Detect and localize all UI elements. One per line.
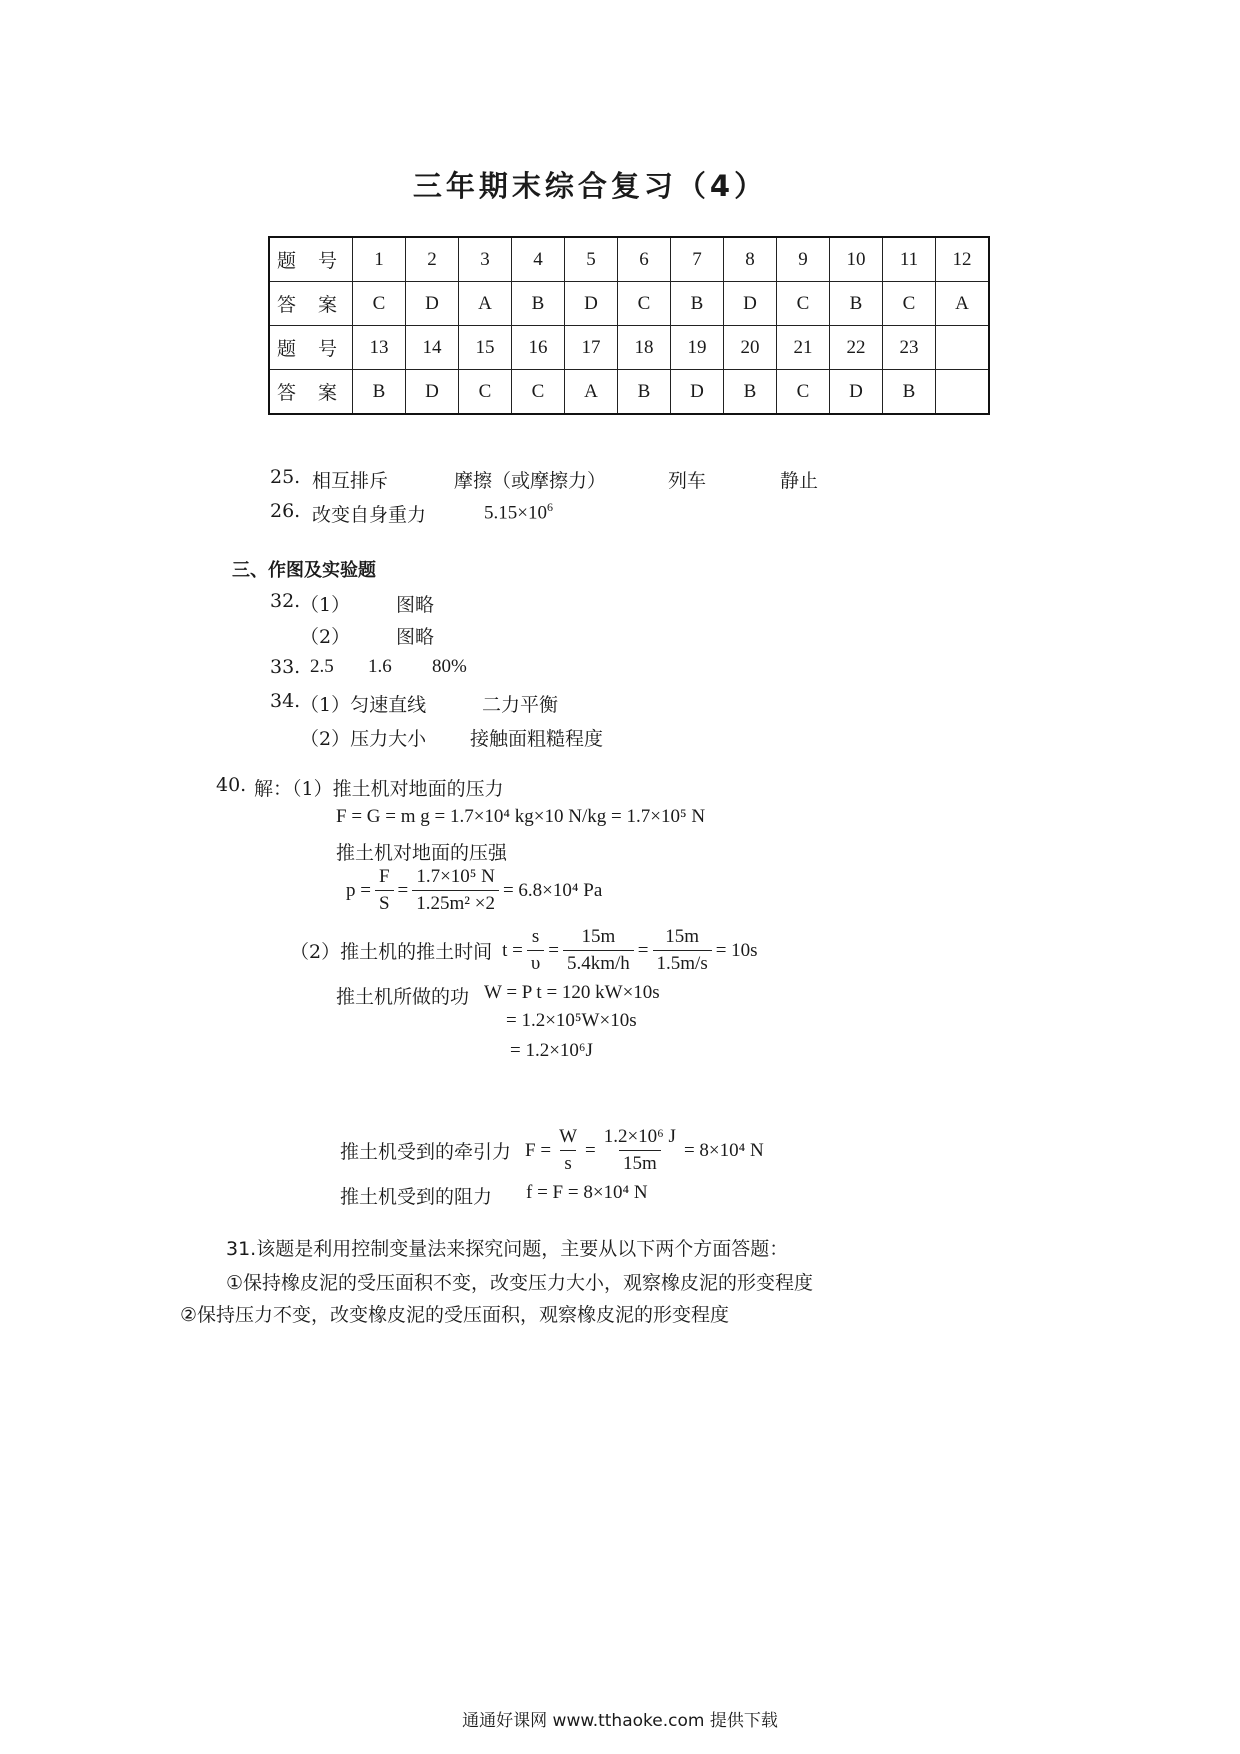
fraction (563, 926, 634, 975)
fraction (527, 926, 544, 975)
fraction (600, 1126, 680, 1175)
row-label: 题 号 (269, 326, 353, 370)
f-lhs: F = (525, 1139, 552, 1161)
p-result: = 6.8×10⁴ Pa (502, 879, 603, 901)
cell: 9 (777, 237, 830, 282)
q40-work-line-3: = 1.2×10⁶J (510, 1040, 593, 1061)
q31-line-1: 31.该题是利用控制变量法来探究问题，主要从以下两个方面答题： (226, 1238, 789, 1260)
q32-part1: （1） (300, 594, 351, 616)
cell: 23 (883, 326, 936, 370)
q34-part1-b: 二力平衡 (482, 694, 559, 716)
t-text: （2）推土机的推土时间 (290, 941, 493, 963)
f-text: 推土机受到的牵引力 (340, 1141, 512, 1163)
p-lhs: p = (346, 879, 371, 901)
denominator: s (560, 1150, 575, 1175)
cell: C (777, 282, 830, 326)
cell: 16 (512, 326, 565, 370)
q40-work-line-1: W = P t = 120 kW×10s (484, 982, 660, 1003)
q26-base: 5.15×10 (484, 502, 547, 524)
cell: 18 (618, 326, 671, 370)
row-label: 答 案 (269, 370, 353, 415)
cell: 7 (671, 237, 724, 282)
table-row (269, 326, 989, 370)
q40-number: 40. (216, 774, 247, 796)
cell: 5 (565, 237, 618, 282)
cell: 11 (883, 237, 936, 282)
cell: 4 (512, 237, 565, 282)
fraction (375, 866, 394, 915)
cell: C (353, 282, 406, 326)
q33-answer-3: 80% (432, 656, 467, 677)
cell: C (777, 370, 830, 415)
cell: D (724, 282, 777, 326)
row-label: 题 号 (269, 237, 353, 282)
cell (936, 370, 990, 415)
q31-line-2: ①保持橡皮泥的受压面积不变，改变压力大小，观察橡皮泥的形变程度 (226, 1272, 814, 1294)
numerator: 15m (665, 926, 699, 947)
q25-number: 25. (270, 466, 301, 488)
q26-answer-1: 改变自身重力 (312, 504, 427, 526)
q40-work-text: 推土机所做的功 (336, 986, 470, 1008)
cropped-line-fragment (270, 432, 420, 440)
q40-traction-formula (340, 1126, 764, 1175)
cell: A (459, 282, 512, 326)
numerator: 1.7×10⁵ N (416, 866, 495, 887)
cell: B (618, 370, 671, 415)
cell: D (406, 282, 459, 326)
cell (936, 326, 990, 370)
q34-number: 34. (270, 690, 301, 712)
f-result: = 8×10⁴ N (683, 1139, 764, 1161)
t-lhs: t = (502, 939, 523, 961)
q25-answer-2: 摩擦（或摩擦力） (454, 470, 607, 492)
row-label: 答 案 (269, 282, 353, 326)
q32-part1-answer: 图略 (396, 594, 435, 616)
q34-part2-b: 接触面粗糙程度 (470, 728, 604, 750)
numerator: W (559, 1126, 577, 1147)
equals: = (585, 1139, 596, 1161)
q34-part1: （1）匀速直线 (300, 694, 427, 716)
q33-number: 33. (270, 656, 301, 678)
cell: 3 (459, 237, 512, 282)
q33-answer-1: 2.5 (310, 656, 334, 677)
cell: D (830, 370, 883, 415)
q31-line-3: ②保持压力不变，改变橡皮泥的受压面积，观察橡皮泥的形变程度 (180, 1304, 730, 1326)
q40-resistance-formula: f = F = 8×10⁴ N (526, 1182, 648, 1203)
cell: B (512, 282, 565, 326)
cell: C (459, 370, 512, 415)
cell: D (406, 370, 459, 415)
q40-line-3: 推土机对地面的压强 (336, 842, 508, 864)
cell: D (565, 282, 618, 326)
cell: 21 (777, 326, 830, 370)
fraction (653, 926, 712, 975)
cell: 15 (459, 326, 512, 370)
cell: C (883, 282, 936, 326)
denominator: S (375, 890, 394, 915)
equals: = (397, 879, 409, 901)
q34-part2: （2）压力大小 (300, 728, 427, 750)
section-heading: 三、作图及实验题 (232, 560, 376, 581)
equals: = (548, 939, 559, 961)
cell: B (830, 282, 883, 326)
cell: 6 (618, 237, 671, 282)
table-row (269, 282, 989, 326)
cell: 14 (406, 326, 459, 370)
cell: 2 (406, 237, 459, 282)
table-row (269, 370, 989, 415)
q33-answer-2: 1.6 (368, 656, 392, 677)
denominator: 5.4km/h (563, 950, 634, 975)
q26-exponent: 6 (546, 500, 553, 514)
q25-answer-4: 静止 (780, 470, 819, 492)
cell: 13 (353, 326, 406, 370)
answer-table (268, 236, 990, 415)
cell: B (353, 370, 406, 415)
q26-answer-2 (484, 500, 553, 524)
denominator: υ (527, 950, 544, 975)
fraction (555, 1126, 581, 1175)
cell: 12 (936, 237, 990, 282)
q32-part2: （2） (300, 626, 351, 648)
cell: B (671, 282, 724, 326)
q40-line-1: 解：（1）推土机对地面的压力 (254, 778, 504, 800)
denominator: 1.25m² ×2 (412, 890, 499, 915)
q26-number: 26. (270, 500, 301, 522)
t-result: = 10s (715, 939, 758, 961)
numerator: 15m (581, 926, 616, 947)
cell: 1 (353, 237, 406, 282)
q40-resistance-text: 推土机受到的阻力 (340, 1186, 493, 1208)
q32-part2-answer: 图略 (396, 626, 435, 648)
cell: C (512, 370, 565, 415)
equals: = (637, 939, 649, 961)
q25-answer-3: 列车 (668, 470, 707, 492)
numerator: 1.2×10⁶ J (603, 1126, 676, 1147)
cell: 17 (565, 326, 618, 370)
q40-force-formula: F = G = m g = 1.7×10⁴ kg×10 N/kg = 1.7×10⁵ N (336, 806, 706, 827)
cell: B (724, 370, 777, 415)
q40-work-line-2: = 1.2×10⁵W×10s (506, 1010, 637, 1031)
page-title: 三年期末综合复习（4） (412, 169, 768, 203)
fraction (412, 866, 499, 915)
q32-number: 32. (270, 590, 301, 612)
cell: B (883, 370, 936, 415)
cell: 20 (724, 326, 777, 370)
cell: 8 (724, 237, 777, 282)
cell: 19 (671, 326, 724, 370)
q40-time-formula (290, 926, 758, 975)
cell: A (936, 282, 990, 326)
numerator: s (531, 926, 540, 947)
cell: 22 (830, 326, 883, 370)
numerator: F (378, 866, 390, 887)
q25-answer-1: 相互排斥 (312, 470, 389, 492)
denominator: 15m (619, 1150, 661, 1175)
footer-credit: 通通好课网 www.tthaoke.com 提供下载 (462, 1711, 778, 1731)
cell: A (565, 370, 618, 415)
q40-pressure-formula (346, 866, 602, 915)
denominator: 1.5m/s (653, 950, 712, 975)
table-row (269, 237, 989, 282)
cell: 10 (830, 237, 883, 282)
cell: D (671, 370, 724, 415)
cell: C (618, 282, 671, 326)
